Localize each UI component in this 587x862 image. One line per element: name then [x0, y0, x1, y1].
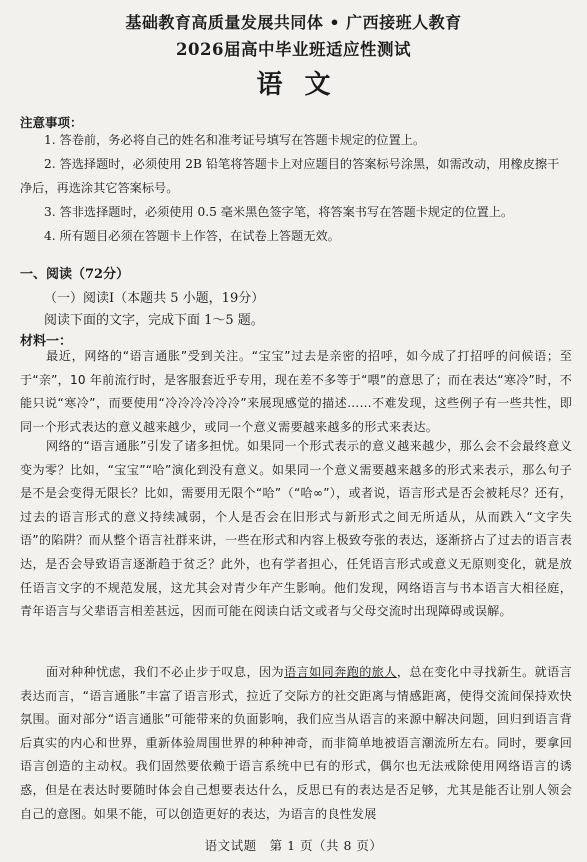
underlined-phrase: 语言如同奔跑的旅人: [284, 665, 397, 679]
notice-item-1: 1. 答卷前，务必将自己的姓名和准考证号填写在答题卡规定的位置上。: [44, 133, 426, 147]
paragraph-3-rest: ，总在变化中寻找新生。就语言表达而言，“语言通胀”丰富了语言形式，拉近了交际方的社交距离与情感距离，使得交流间保持欢快氛围。面对部分“语言通胀”可能带来的负面影响，我们应当从语言的来源中解决问题，回归到语言背后真实的内心和世界，重新体验周围世界的种种神奇，而非简单地被语言潮流所左右。同时，要拿回语言创造的主动权。我们固然要依赖于语言系统中已有的形式，偶尔也无法戒除使用网络语言的诱惑，但是在表达时要随时体会自己想要表达什么，反思已有的表达是否足够，尤其是能否让别人领会自己的意图。如果不能，可以创造更好的表达，为语言的良性发展: [20, 665, 572, 821]
paragraph-3-lead: 面对种种忧虑，我们不必止步于叹息，因为: [46, 665, 285, 679]
notice-item-2: 2. 答选择题时，必须使用 2B 铅笔将答题卡上对应题目的答案标号涂黑，如需改动，用橡皮擦干净后，再选涂其它答案标号。: [20, 157, 560, 195]
page-footer: 语文试题 第 1 页（共 8 页）: [204, 838, 383, 853]
paragraph-1: 最近，网络的“语言通胀”受到关注。“宝宝”过去是亲密的招呼，如今成了打招呼的问候语；至于“亲”，10 年前流行时，是客服套近乎专用，现在差不多等于“喂”的意思了；而在表达“寒冷”时，不能只说“寒冷”，而要使用“冷冷冷冷冷冷”来展现感觉的描述……不难发现，这些例子有一些共性，即同一个形式表达的意义越来越少，或同一个意义需要越来越多的形式来表达。: [20, 349, 572, 434]
notice-item-4: 4. 所有题目必须在答题卡上作答，在试卷上答题无效。: [44, 229, 340, 243]
paragraph-3: [20, 661, 572, 826]
material-label: 材料一：: [20, 334, 73, 349]
reading-instruction: 阅读下面的文字，完成下面 1～5 题。: [44, 313, 264, 328]
header-exam-title: 2026届高中毕业班适应性测试: [176, 40, 411, 59]
notice-title: 注意事项：: [20, 115, 83, 130]
paragraph-2: 网络的“语言通胀”引发了诸多担忧。如果同一个形式表示的意义越来越少，那么会不会最终意义变为零？比如，“宝宝”“哈”演化到没有意义。如果同一个意义需要越来越多的形式来表示，那么句子是不是会变得无限长？比如，需要用无限个“哈”（“哈∞”），或者说，语言形式是否会被耗尽？还有，过去的语言形式的意义持续减弱，个人是否会在旧形式与新形式之间无所适从，从而跌入“文字失语”的陷阱？而从整个语言社群来讲，一些在形式和内容上极致夸张的表达，逐渐挤占了过去的语言表达，是否会导致语言逐渐趋于贫乏？此外，也有学者担心，任凭语言形式或意义无原则变化，就是放任语言文字的不规范发展，这尤其会对青少年产生影响。他们发现，网络语言与书本语言大相径庭，青年语言与父辈语言相差甚远，因而可能在阅读白话文或者与父母交流时出现障碍或误解。: [20, 439, 572, 619]
notice-item-3: 3. 答非选择题时，必须使用 0.5 毫米黑色签字笔，将答案书写在答题卡规定的位置上。: [44, 205, 514, 219]
subsection-title: （一）阅读Ⅰ（本题共 5 小题，19分）: [44, 291, 265, 306]
header-organizer: 基础教育高质量发展共同体 • 广西接班人教育: [125, 13, 462, 32]
header-subject: 语文: [256, 70, 353, 100]
section-title: 一、阅读（72分）: [20, 267, 130, 282]
